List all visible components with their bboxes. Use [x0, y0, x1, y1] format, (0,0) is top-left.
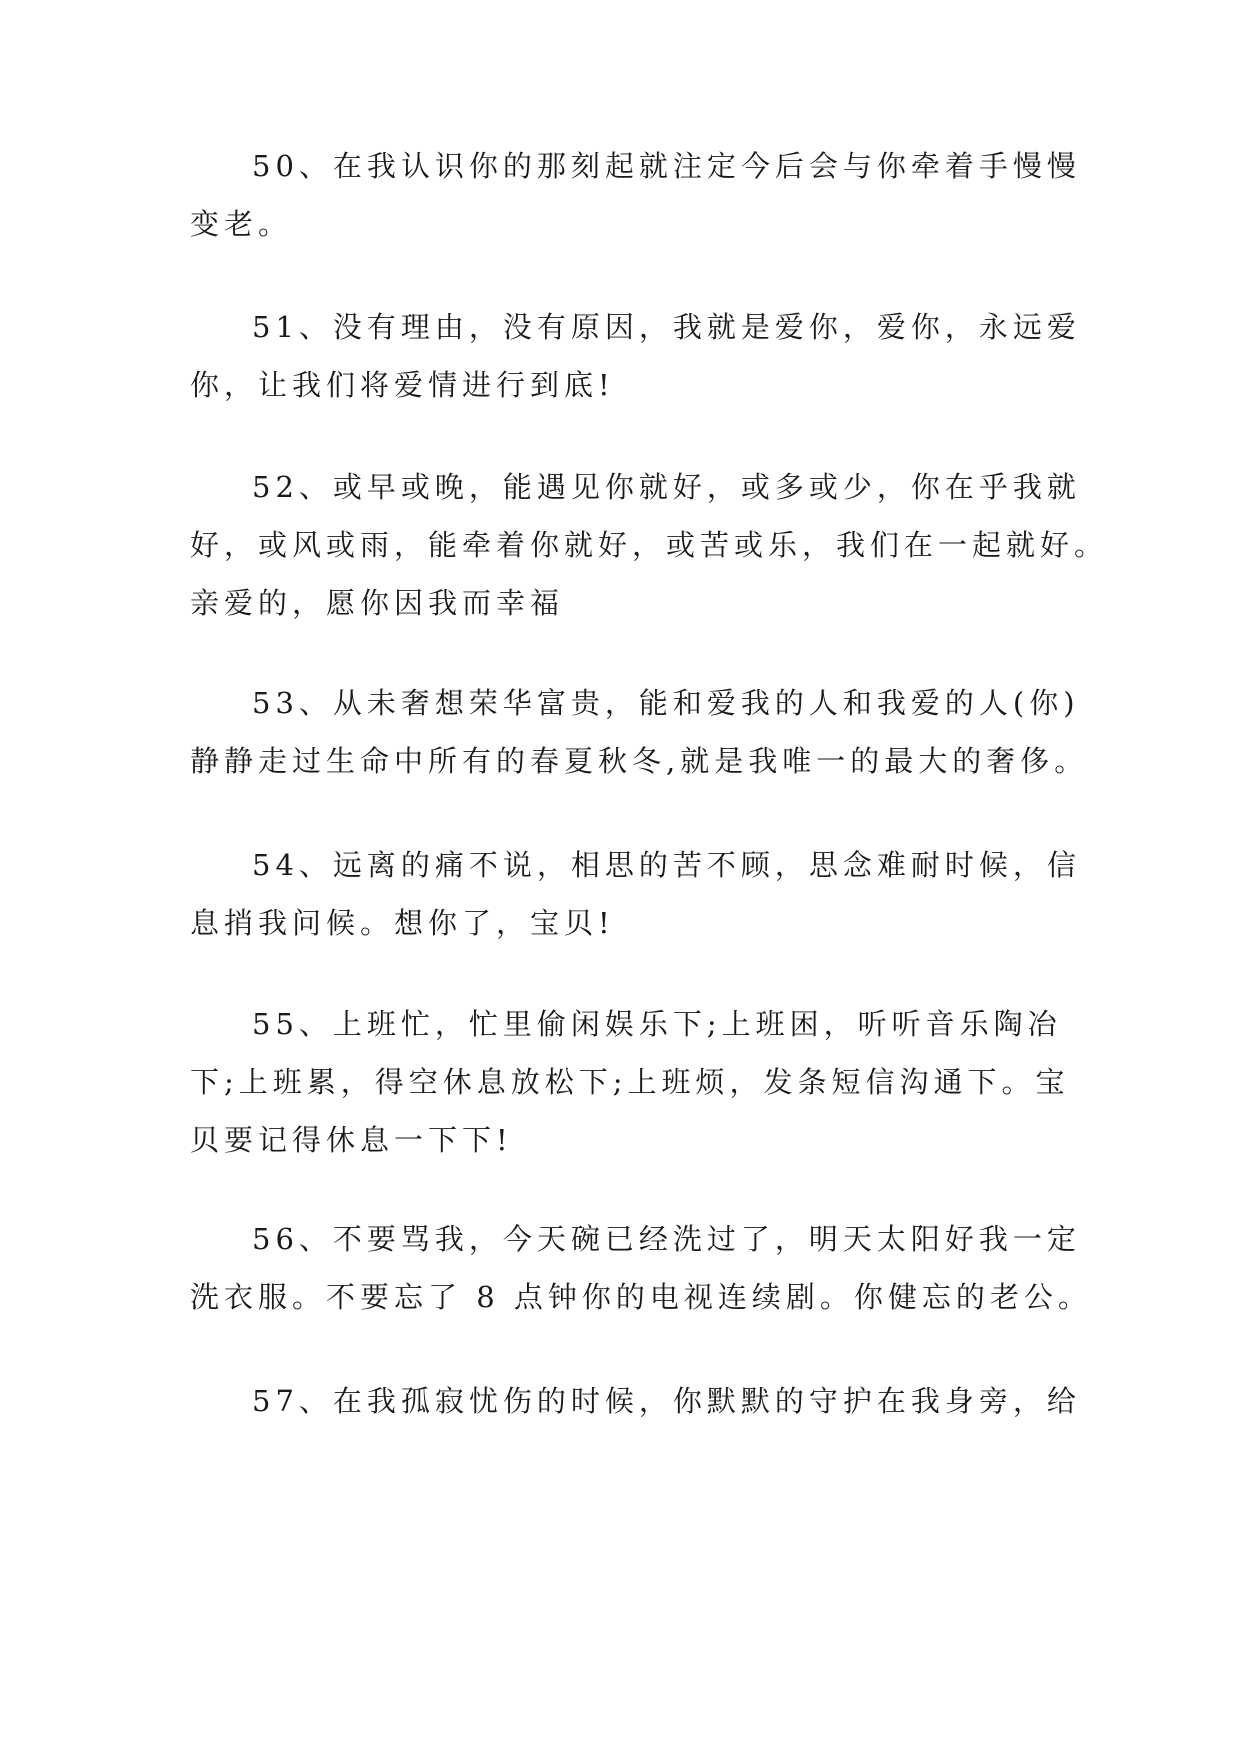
paragraph-line: 54、远离的痛不说，相思的苦不顾，思念难耐时候，信 — [252, 848, 1081, 882]
paragraph-57 — [190, 1372, 1081, 1430]
paragraph-54 — [190, 836, 1081, 952]
paragraph-line: 静静走过生命中所有的春夏秋冬,就是我唯一的最大的奢侈。 — [190, 744, 1089, 778]
paragraph-line: 51、没有理由，没有原因，我就是爱你，爱你，永远爱 — [252, 310, 1081, 344]
paragraph-line: 息捎我问候。想你了，宝贝! — [190, 906, 615, 940]
paragraph-line: 下;上班累，得空休息放松下;上班烦，发条短信沟通下。宝 — [190, 1065, 1070, 1099]
paragraph-line: 亲爱的，愿你因我而幸福 — [190, 586, 565, 620]
paragraph-line: 好，或风或雨，能牵着你就好，或苦或乐，我们在一起就好。 — [190, 528, 1109, 562]
paragraph-line: 你，让我们将爱情进行到底! — [190, 368, 615, 402]
paragraph-55 — [190, 995, 1070, 1169]
paragraph-line: 50、在我认识你的那刻起就注定今后会与你牵着手慢慢 — [252, 149, 1081, 183]
paragraph-53 — [190, 674, 1089, 790]
paragraph-51 — [190, 298, 1081, 414]
paragraph-line: 56、不要骂我，今天碗已经洗过了，明天太阳好我一定 — [252, 1222, 1081, 1256]
paragraph-50 — [190, 137, 1081, 253]
paragraph-line: 贝要记得休息一下下! — [190, 1123, 513, 1157]
paragraph-line: 52、或早或晚，能遇见你就好，或多或少，你在乎我就 — [252, 470, 1081, 504]
paragraph-line: 变老。 — [190, 207, 293, 241]
paragraph-line: 57、在我孤寂忧伤的时候，你默默的守护在我身旁，给 — [252, 1384, 1081, 1418]
paragraph-52 — [190, 458, 1109, 632]
paragraph-56 — [190, 1210, 1092, 1326]
paragraph-line: 洗衣服。不要忘了 8 点钟你的电视连续剧。你健忘的老公。 — [190, 1280, 1092, 1314]
paragraph-line: 53、从未奢想荣华富贵，能和爱我的人和我爱的人(你) — [252, 686, 1080, 720]
paragraph-line: 55、上班忙，忙里偷闲娱乐下;上班困，听听音乐陶冶 — [252, 1007, 1062, 1041]
